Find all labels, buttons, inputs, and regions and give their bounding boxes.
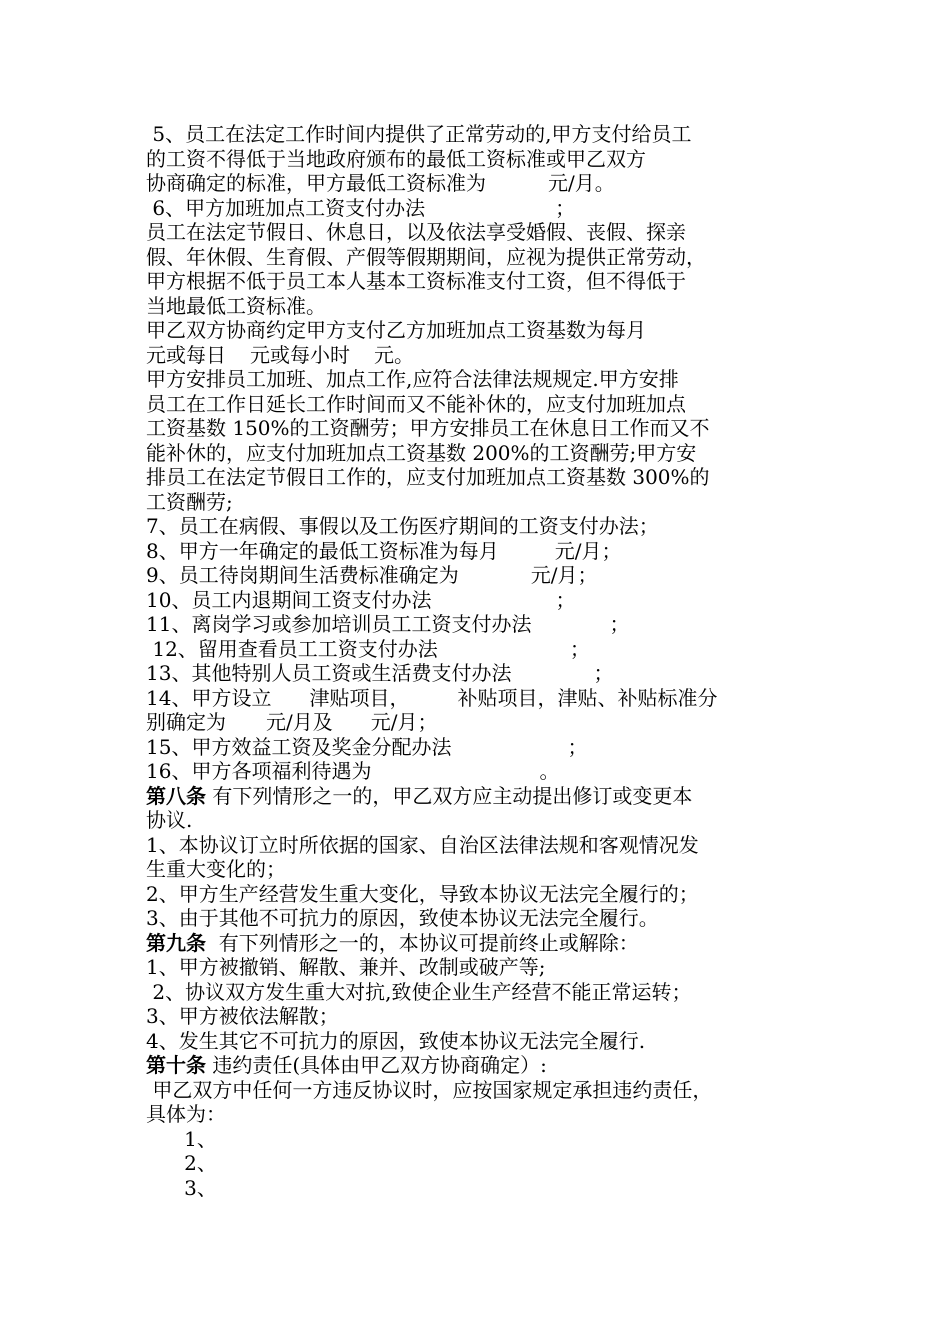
text-segment: 甲乙双方中任何一方违反协议时，应按国家规定承担违约责任，	[146, 1077, 713, 1102]
text-segment: 8、甲方一年确定的最低工资标准为每月	[146, 538, 499, 563]
text-line	[146, 245, 826, 270]
article-heading: 第十条	[146, 1053, 206, 1077]
text-line	[146, 563, 826, 588]
text-segment: 12、留用查看员工工资支付办法	[146, 636, 438, 661]
document-body	[146, 122, 826, 1200]
text-line	[146, 784, 826, 809]
text-segment: 3、	[146, 1175, 217, 1200]
text-line	[146, 514, 826, 539]
text-segment: 补贴项目，津贴、补贴标准分	[457, 685, 718, 710]
text-segment: 1、甲方被撤销、解散、兼并、改制或破产等;	[146, 955, 546, 979]
text-line	[146, 735, 826, 760]
text-segment: 生重大变化的；	[146, 857, 286, 881]
article-heading: 第八条	[146, 783, 206, 808]
text-segment: 元或每小时	[250, 342, 350, 367]
text-segment: 元或每日	[146, 342, 226, 367]
text-segment: 有下列情形之一的，本协议可提前终止或解除：	[206, 930, 639, 955]
text-line	[146, 171, 826, 196]
text-line	[146, 637, 826, 662]
text-segment: 元。	[374, 342, 414, 367]
text-line	[146, 416, 826, 441]
text-line	[146, 612, 826, 637]
text-segment: 甲乙双方协商约定甲方支付乙方加班加点工资基数为每月	[146, 318, 646, 342]
text-segment: 16、甲方各项福利待遇为	[146, 759, 372, 783]
text-segment: 15、甲方效益工资及奖金分配办法	[146, 734, 452, 759]
text-segment: 协商确定的标准，甲方最低工资标准为	[146, 171, 486, 195]
text-line	[146, 1102, 826, 1127]
text-line	[146, 759, 826, 784]
text-segment: 当地最低工资标准。	[146, 293, 326, 318]
text-segment: 元/月及	[266, 710, 333, 734]
text-segment: 5、员工在法定工作时间内提供了正常劳动的,甲方支付给员工	[146, 122, 692, 146]
text-segment: 3、由于其他不可抗力的原因，致使本协议无法完全履行。	[146, 906, 659, 930]
text-segment: 甲方根据不低于员工本人基本工资标准支付工资，但不得低于	[146, 269, 686, 293]
text-segment: 7、员工在病假、事假以及工伤医疗期间的工资支付办法；	[146, 514, 659, 538]
text-segment: 13、其他特别人员工资或生活费支付办法	[146, 661, 512, 685]
text-segment: 2、甲方生产经营发生重大变化，导致本协议无法完全履行的；	[146, 881, 699, 906]
text-line	[146, 1004, 826, 1029]
text-line	[146, 1151, 826, 1176]
text-segment: 假、年休假、生育假、产假等假期期间，应视为提供正常劳动，	[146, 244, 706, 269]
text-line	[146, 539, 826, 564]
text-line	[146, 490, 826, 515]
text-segment: 1、	[146, 1126, 217, 1151]
text-segment: 津贴项目，	[309, 685, 410, 710]
text-segment: 11、离岗学习或参加培训员工工资支付办法	[146, 612, 532, 636]
text-line	[146, 808, 826, 833]
text-line	[146, 882, 826, 907]
text-segment: 元/月；	[370, 710, 438, 734]
text-line	[146, 294, 826, 319]
text-segment: ；	[593, 661, 614, 685]
text-line	[146, 1127, 826, 1152]
text-segment: 10、员工内退期间工资支付办法	[146, 587, 432, 612]
text-line	[146, 343, 826, 368]
text-line	[146, 441, 826, 466]
text-segment: 3、甲方被依法解散；	[146, 1004, 339, 1028]
text-line	[146, 710, 826, 735]
text-segment: 具体为：	[146, 1102, 226, 1126]
text-segment: ；	[555, 587, 576, 612]
text-line	[146, 1029, 826, 1054]
text-line	[146, 196, 826, 221]
text-line	[146, 1053, 826, 1078]
text-segment: 元/月；	[530, 563, 598, 587]
text-segment: 甲方安排员工加班、加点工作,应符合法律法规规定.甲方安排	[146, 367, 679, 391]
article-heading: 第九条	[146, 930, 206, 955]
text-line	[146, 318, 826, 343]
text-line	[146, 269, 826, 294]
text-segment: 员工在工作日延长工作时间而又不能补休的，应支付加班加点	[146, 391, 686, 416]
text-segment: 。	[539, 759, 560, 783]
text-line	[146, 686, 826, 711]
text-segment: 9、员工待岗期间生活费标准确定为	[146, 563, 459, 587]
text-segment: 工资酬劳;	[146, 489, 233, 514]
text-line	[146, 392, 826, 417]
text-line	[146, 367, 826, 392]
text-line	[146, 588, 826, 613]
text-segment: 4、发生其它不可抗力的原因，致使本协议无法完全履行.	[146, 1028, 646, 1053]
text-segment: 2、协议双方发生重大对抗,致使企业生产经营不能正常运转；	[146, 979, 692, 1004]
text-segment: 元/月；	[554, 538, 622, 563]
text-segment: 工资基数 150%的工资酬劳；甲方安排员工在休息日工作而又不	[146, 416, 710, 440]
text-line	[146, 1078, 826, 1103]
text-line	[146, 906, 826, 931]
text-segment: ；	[609, 612, 630, 636]
text-segment: 有下列情形之一的，甲乙双方应主动提出修订或变更本	[206, 783, 693, 808]
text-segment: ；	[555, 195, 576, 220]
text-segment: 违约责任(具体由甲乙双方协商确定）:	[206, 1053, 547, 1077]
text-line	[146, 220, 826, 245]
text-segment: 协议.	[146, 808, 193, 832]
text-line	[146, 1176, 826, 1201]
text-segment: 元/月。	[548, 171, 615, 195]
text-line	[146, 931, 826, 956]
text-segment: ；	[569, 636, 590, 661]
text-segment: 的工资不得低于当地政府颁布的最低工资标准或甲乙双方	[146, 146, 646, 171]
text-line	[146, 857, 826, 882]
text-line	[146, 661, 826, 686]
text-segment: 排员工在法定节假日工作的，应支付加班加点工资基数 300%的	[146, 465, 710, 489]
text-segment: 别确定为	[146, 710, 226, 734]
text-segment: 6、甲方加班加点工资支付办法	[146, 195, 426, 220]
text-line	[146, 980, 826, 1005]
text-line	[146, 147, 826, 172]
text-segment: 能补休的，应支付加班加点工资基数 200%的工资酬劳;甲方安	[146, 440, 697, 465]
text-segment: ；	[567, 734, 588, 759]
text-line	[146, 122, 826, 147]
text-segment: 1、本协议订立时所依据的国家、自治区法律法规和客观情况发	[146, 832, 699, 857]
text-line	[146, 955, 826, 980]
text-segment: 2、	[146, 1151, 217, 1175]
text-line	[146, 465, 826, 490]
text-segment: 14、甲方设立	[146, 685, 272, 710]
text-line	[146, 833, 826, 858]
text-segment: 员工在法定节假日、休息日，以及依法享受婚假、丧假、探亲	[146, 220, 686, 244]
